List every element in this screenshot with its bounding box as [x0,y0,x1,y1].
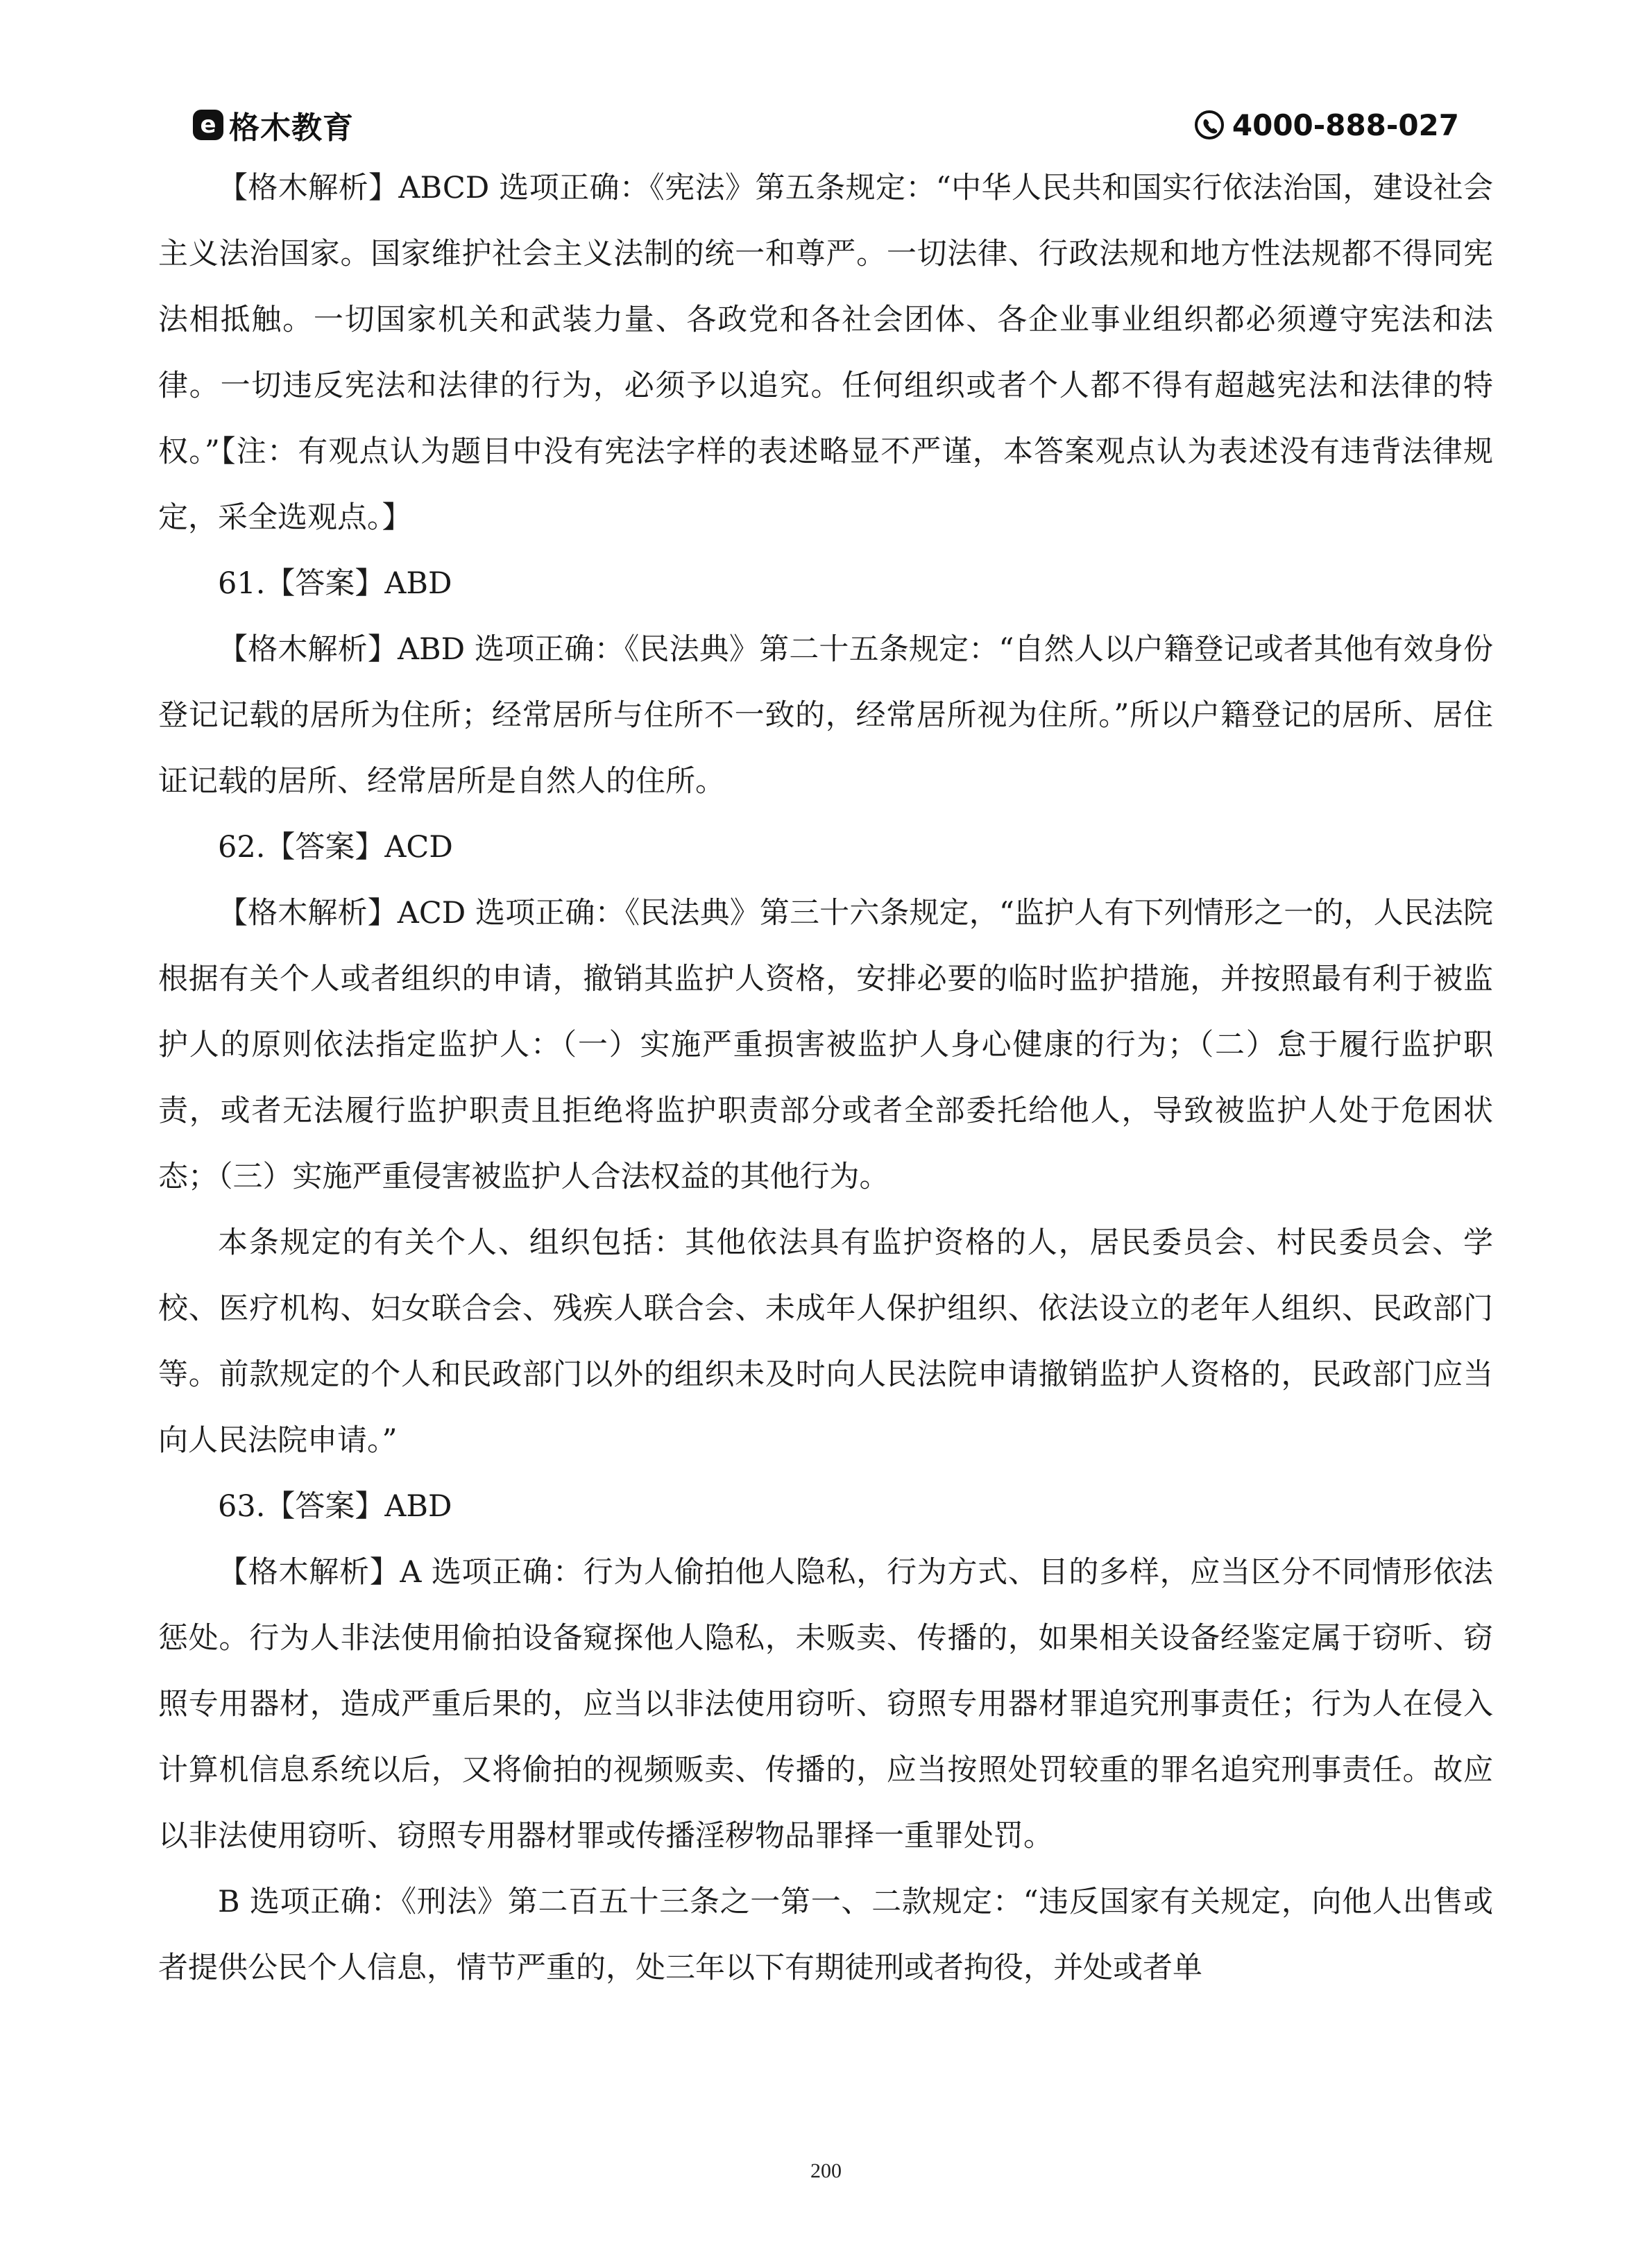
page-header [193,104,1459,146]
phone-icon [1193,109,1225,141]
document-body [158,155,1493,2001]
answer-heading-62: 62.【答案】ACD [218,830,453,865]
paragraph: 【格木解析】A 选项正确：行为人偷拍他人隐私，行为方式、目的多样，应当区分不同情形依法惩处。行为人非法使用偷拍设备窥探他人隐私，未贩卖、传播的，如果相关设备经鉴定属于窃听、窃照专用器材，造成严重后果的，应当以非法使用窃听、窃照专用器材罪追究刑事责任；行为人在侵入计算机信息系统以后，又将偷拍的视频贩卖、传播的，应当按照处罚较重的罪名追究刑事责任。故应以非法使用窃听、窃照专用器材罪或传播淫秽物品罪择一重罪处罚。 [158,1555,1493,1853]
phone-number: 4000-888-027 [1232,108,1459,142]
hotline [1193,104,1459,146]
page-number: 200 [810,2159,842,2182]
brand-name: 格木教育 [229,110,354,146]
logo-mark-icon: e [193,110,223,140]
paragraph: 本条规定的有关个人、组织包括：其他依法具有监护资格的人，居民委员会、村民委员会、学校、医疗机构、妇女联合会、残疾人联合会、未成年人保护组织、依法设立的老年人组织、民政部门等。前款规定的个人和民政部门以外的组织未及时向人民法院申请撤销监护人资格的，民政部门应当向人民法院申请。” [158,1225,1493,1458]
paragraph: 【格木解析】ABD 选项正确：《民法典》第二十五条规定：“自然人以户籍登记或者其他有效身份登记记载的居所为住所；经常居所与住所不一致的，经常居所视为住所。”所以户籍登记的居所、居住证记载的居所、经常居所是自然人的住所。 [158,632,1493,799]
brand-logo [193,104,354,146]
paragraph: 【格木解析】ABCD 选项正确：《宪法》第五条规定：“中华人民共和国实行依法治国，建设社会主义法治国家。国家维护社会主义法制的统一和尊严。一切法律、行政法规和地方性法规都不得同宪法相抵触。一切国家机关和武装力量、各政党和各社会团体、各企业事业组织都必须遵守宪法和法律。一切违反宪法和法律的行为，必须予以追究。任何组织或者个人都不得有超越宪法和法律的特权。”【注：有观点认为题目中没有宪法字样的表述略显不严谨，本答案观点认为表述没有违背法律规定，采全选观点。】 [158,171,1493,535]
paragraph: B 选项正确：《刑法》第二百五十三条之一第一、二款规定：“违反国家有关规定，向他人出售或者提供公民个人信息，情节严重的，处三年以下有期徒刑或者拘役，并处或者单 [158,1885,1493,1985]
answer-heading-61: 61.【答案】ABD [218,566,452,601]
answer-heading-63: 63.【答案】ABD [218,1489,452,1524]
paragraph: 【格木解析】ACD 选项正确：《民法典》第三十六条规定，“监护人有下列情形之一的，人民法院根据有关个人或者组织的申请，撤销其监护人资格，安排必要的临时监护措施，并按照最有利于被监护人的原则依法指定监护人：（一）实施严重损害被监护人身心健康的行为；（二）怠于履行监护职责，或者无法履行监护职责且拒绝将监护职责部分或者全部委托给他人，导致被监护人处于危困状态；（三）实施严重侵害被监护人合法权益的其他行为。 [158,896,1493,1194]
